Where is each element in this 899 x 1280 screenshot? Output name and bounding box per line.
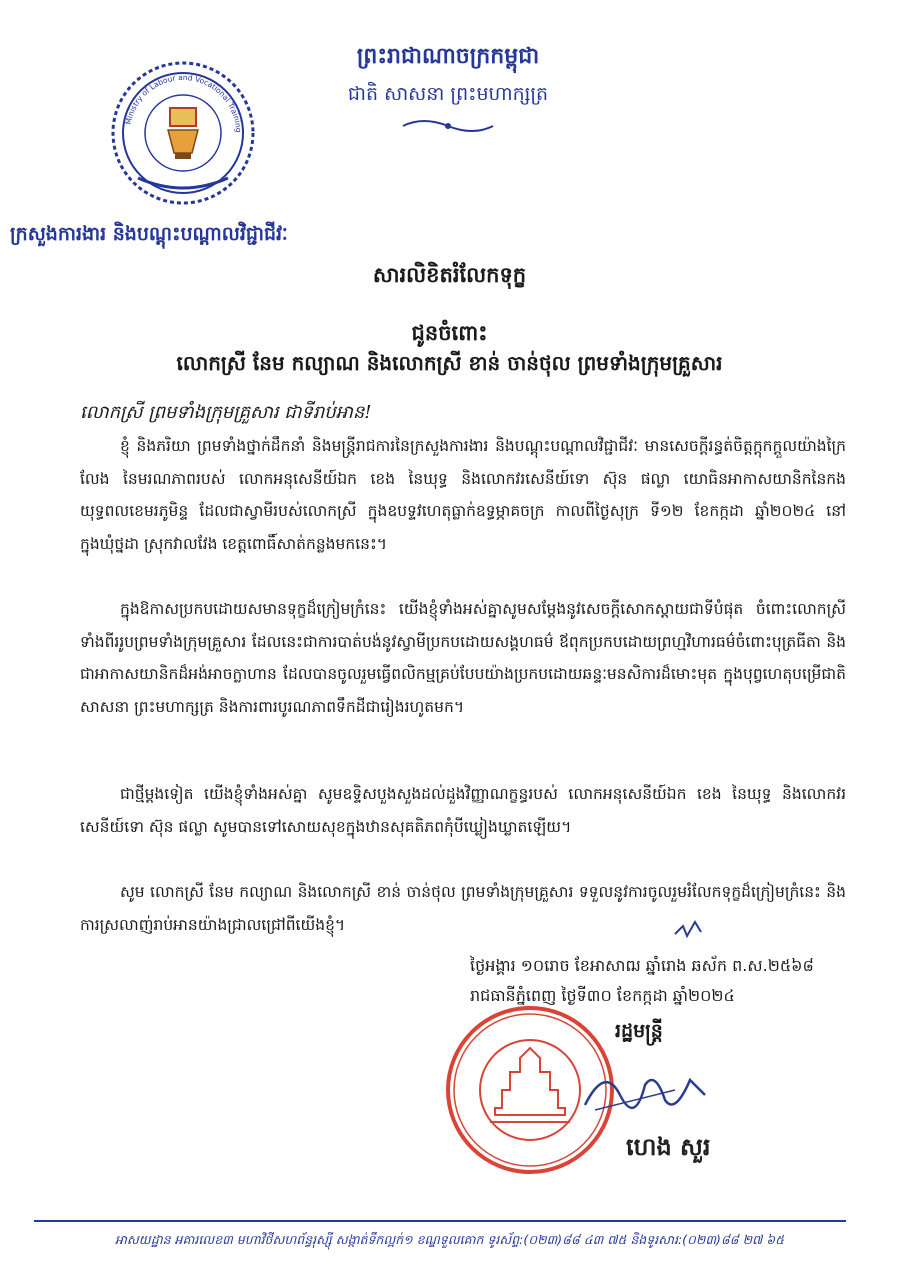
paragraph-4: សូម លោកស្រី នែម កល្យាណ និងលោកស្រី ខាន់ ចាន់ថុល ព្រមទាំងក្រុមគ្រួសារ ទទួលនូវការចូលរួមរំលែកទុក្ខដ៏ក្រៀមក្រំនេះ និងការស្រលាញ់រាប់អានយ៉ាងជ្រាលជ្រៅពីយើងខ្ញុំ។ bbox=[80, 883, 846, 934]
initial-mark bbox=[673, 918, 703, 942]
lunar-date: ថ្ងៃអង្គារ ១០រោច ខែអាសាឍ ឆ្នាំរោង ឆស័ក ព.ស.២៥៦៨ bbox=[470, 956, 814, 975]
to-label: ជូនចំពោះ bbox=[411, 320, 488, 345]
paragraph-1: ខ្ញុំ និងភរិយា ព្រមទាំងថ្នាក់ដឹកនាំ និងមន្ត្រីរាជការនៃក្រសួងការងារ និងបណ្តុះបណ្តាលវិជ្ជាជីវៈ មានសេចក្តីរន្ធត់ចិត្តក្តុកក្តួលយ៉ាងក្រៃលែង នៃមរណភាពរបស់ លោកអនុសេនីយ៍ឯក ខេង នៃឃុទ្ធ និងលោកវរសេនីយ៍ទោ ស៊ុន ផល្លា យោធិនអាកាសយានិកនៃកងយុទ្ធពលខេមរភូមិន្ទ ដែលជាស្វាមីរបស់លោកស្រី ក្នុងឧបទ្ទវហេតុធ្លាក់ឧទ្ធម្ភាគចក្រ កាលពីថ្ងៃសុក្រ ទី១២ ខែកក្កដា ឆ្នាំ២០២៤ នៅក្នុងឃុំថ្នដា ស្រុកវាលវែង ខេត្តពោធិ៍សាត់កន្លងមកនេះ។ bbox=[80, 437, 846, 553]
ministry-name: ក្រសួងការងារ និងបណ្តុះបណ្តាលវិជ្ជាជីវៈ bbox=[10, 223, 288, 245]
footer-address: អាសយដ្ឋាន អគារលេខ៣ មហាវិថីសហព័ន្ធរុស្ស៊ី សង្កាត់ទឹកល្អក់១ ខណ្ឌទួលគោក ទូរស័ព្ទ:(០២៣)៨៨ ៤៣ ៧៥ និងទូរសារ:(០២៣)៨៨ ២៧ ៦៥ bbox=[115, 1232, 784, 1247]
footer-divider bbox=[34, 1220, 846, 1222]
logo-caption: Ministry of Labour and Vocational Training bbox=[123, 72, 244, 133]
ministry-logo bbox=[108, 58, 258, 208]
solar-date: រាជធានីភ្នំពេញ ថ្ងៃទី៣០ ខែកក្កដា ឆ្នាំ២០២៤ bbox=[470, 986, 735, 1005]
paragraph-2: ក្នុងឱកាសប្រកបដោយសមានទុក្ខដ៏ក្រៀមក្រំនេះ យើងខ្ញុំទាំងអស់គ្នាសូមសម្តែងនូវសេចក្តីសោកស្តាយជាទីបំផុត ចំពោះលោកស្រីទាំងពីររូបព្រមទាំងក្រុមគ្រួសារ ដែលនេះជាការបាត់បង់នូវស្វាមីប្រកបដោយសង្គហធម៌ ឪពុកប្រកបដោយព្រហ្មវិហារធម៌ចំពោះបុត្រធីតា និងជាអាកាសយានិកដ៏អង់អាចក្លាហាន ដែលបានចូលរួមធ្វើពលិកម្មគ្រប់បែបយ៉ាងប្រកបដោយឆន្ទៈមនសិការដ៏មោះមុត ក្នុងបុព្វហេតុបម្រើជាតិ សាសនា ព្រះមហាក្សត្រ និងការពារបូរណភាពទឹកដីជារៀងរហូតមក។ bbox=[80, 600, 846, 716]
signer-name: ហេង សួរ bbox=[626, 1132, 711, 1161]
letter-title: សារលិខិតរំលែកទុក្ខ bbox=[372, 262, 527, 287]
salutation: លោកស្រី ព្រមទាំងក្រុមគ្រួសារ ជាទីរាប់អាន! bbox=[80, 402, 372, 423]
signature bbox=[575, 1055, 715, 1125]
national-motto: ជាតិ សាសនា ព្រះមហាក្សត្រ bbox=[347, 83, 549, 105]
position-title: រដ្ឋមន្ត្រី bbox=[615, 1020, 663, 1042]
kingdom-title: ព្រះរាជាណាចក្រកម្ពុជា bbox=[356, 43, 540, 69]
paragraph-3: ជាថ្មីម្តងទៀត យើងខ្ញុំទាំងអស់គ្នា សូមឧទ្ទិសបួងសួងដល់ដួងវិញ្ញាណក្ខន្ធរបស់ លោកអនុសេនីយ៍ឯក ខេង នៃឃុទ្ធ និងលោកវរសេនីយ៍ទោ ស៊ុន ផល្លា សូមបានទៅសោយសុខក្នុងឋានសុគតិភពកុំបីឃ្លៀងឃ្លាតឡើយ។ bbox=[80, 785, 846, 836]
recipients: លោកស្រី នែម កល្យាណ និងលោកស្រី ខាន់ ចាន់ថុល ព្រមទាំងក្រុមគ្រួសារ bbox=[176, 351, 723, 375]
motto-ornament bbox=[398, 114, 498, 138]
